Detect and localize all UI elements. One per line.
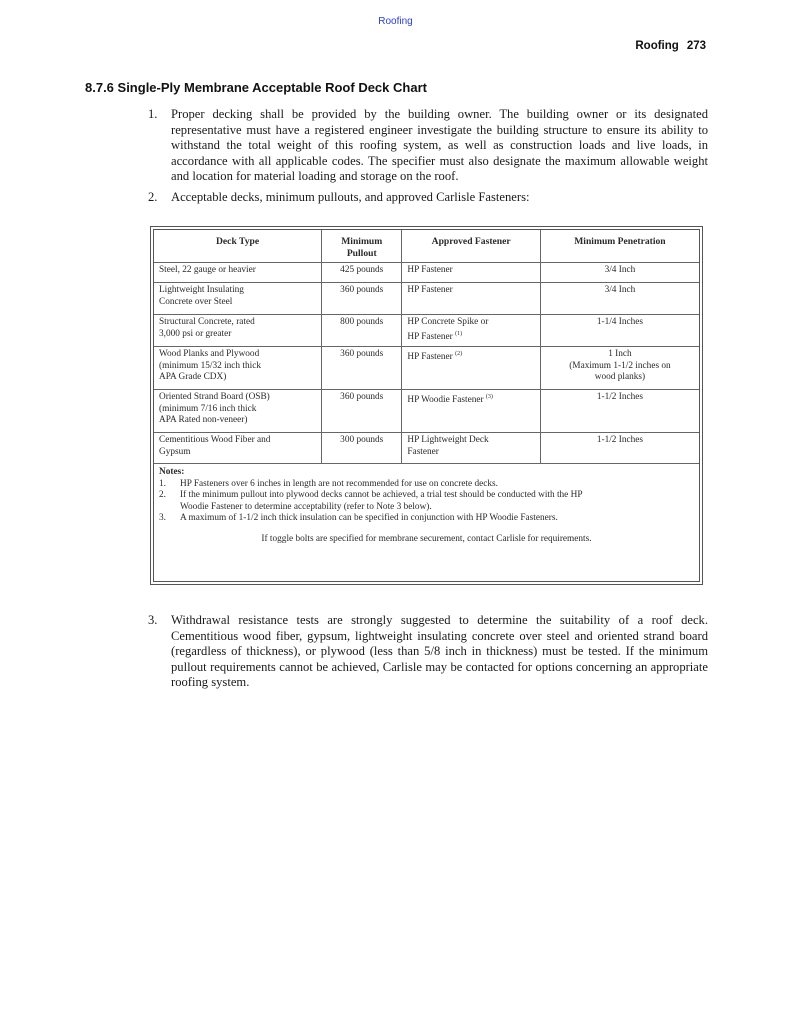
- fastener-cell: [402, 283, 541, 315]
- header-minimum-pullout: Minimum Pullout: [322, 230, 402, 263]
- penetration-line: 1-1/2 Inches: [596, 435, 644, 445]
- penetration-cell: [540, 315, 699, 347]
- penetration-line: wood planks): [594, 372, 646, 382]
- footnote-marker: (1): [455, 330, 463, 337]
- list-item-text: Withdrawal resistance tests are strongly suggested to determine the suitability of a roof deck. Cementitious wood fiber, gypsum, lightweight insulating concrete over steel and oriented strand board (regardless of thickness), or plywood (less than 5/8 inch in thickness) must be tested. If the minimum pullout requirements cannot be achieved, Carlisle may be contacted for options concerning an appropriate roofing system.: [171, 613, 708, 689]
- list-item-number: 2.: [148, 190, 158, 204]
- deck-line: Concrete over Steel: [159, 296, 233, 307]
- note-item: [159, 513, 694, 525]
- pullout-cell: 360 pounds: [322, 390, 402, 433]
- note-number: 3.: [159, 513, 166, 523]
- note-line: If the minimum pullout into plywood decks cannot be achieved, a trial test should be conducted with the HP: [180, 490, 583, 500]
- deck-type-cell: [154, 283, 322, 315]
- table-row: [154, 433, 699, 464]
- running-head: Roofing: [378, 16, 413, 27]
- deck-type-cell: [154, 433, 322, 464]
- header-approved-fastener: Approved Fastener: [402, 230, 541, 263]
- fastener-line: HP Fastener: [407, 285, 453, 295]
- deck-type-cell: [154, 315, 322, 347]
- deck-line: (minimum 15/32 inch thick: [159, 360, 261, 371]
- deck-line: APA Rated non-veneer): [159, 415, 248, 425]
- penetration-cell: [540, 263, 699, 283]
- table-row: [154, 390, 699, 433]
- fastener-line: Fastener: [407, 446, 439, 457]
- deck-line: Steel, 22 gauge or heavier: [159, 265, 256, 275]
- list-item-text: Acceptable decks, minimum pullouts, and approved Carlisle Fasteners:: [171, 190, 530, 204]
- pullout-cell: 360 pounds: [322, 283, 402, 315]
- footnote-marker: (3): [485, 394, 493, 400]
- deck-line: Structural Concrete, rated: [159, 317, 255, 327]
- penetration-cell: [540, 283, 699, 315]
- deck-type-cell: [154, 347, 322, 390]
- note-number: 2.: [159, 490, 166, 500]
- page-header-title: Roofing: [635, 40, 679, 52]
- penetration-line: 3/4 Inch: [604, 285, 636, 295]
- deck-type-cell: [154, 263, 322, 283]
- list-item-text: Proper decking shall be provided by the building owner. The building owner or its designated representative must have a registered engineer investigate the building structure to ensure its ability to withstand the total weight of this roofing system, as well as construction loads and live loads, in accordance with all applicable codes. The specifier must also designate the maximum allowable weight and location for material loading and storage on the roof.: [171, 107, 708, 183]
- penetration-line: 1-1/2 Inches: [596, 392, 644, 402]
- fastener-line: HP Woodie Fastener: [407, 395, 484, 405]
- note-line: Woodie Fastener to determine acceptability (refer to Note 3 below).: [180, 501, 432, 512]
- penetration-line: 1 Inch: [608, 349, 632, 359]
- roof-deck-chart-inner: [153, 229, 700, 582]
- header-minimum-penetration: Minimum Penetration: [540, 230, 699, 263]
- note-item: [159, 490, 694, 513]
- note-item: [159, 479, 694, 491]
- chart-notes: [154, 464, 699, 545]
- fastener-cell: [402, 433, 541, 464]
- penetration-cell: [540, 433, 699, 464]
- table-row: [154, 263, 699, 283]
- deck-line: APA Grade CDX): [159, 372, 227, 382]
- penetration-cell: [540, 390, 699, 433]
- list-item-3: [148, 613, 708, 691]
- pullout-cell: 300 pounds: [322, 433, 402, 464]
- fastener-line: HP Fastener: [407, 265, 453, 275]
- fastener-line: HP Lightweight Deck: [407, 435, 489, 445]
- list-item-number: 3.: [148, 613, 158, 627]
- note-line: A maximum of 1-1/2 inch thick insulation can be specified in conjunction with HP Woodie Fasteners.: [180, 513, 558, 523]
- table-row: [154, 315, 699, 347]
- penetration-line: (Maximum 1-1/2 inches on: [569, 360, 671, 371]
- pullout-cell: 360 pounds: [322, 347, 402, 390]
- list-item-1: [148, 107, 708, 185]
- pullout-cell: 425 pounds: [322, 263, 402, 283]
- table-row: [154, 283, 699, 315]
- list-item-2: [148, 190, 708, 206]
- note-number: 1.: [159, 478, 166, 489]
- fastener-cell: [402, 347, 541, 390]
- header-deck-type: Deck Type: [154, 230, 322, 263]
- deck-line: 3,000 psi or greater: [159, 328, 232, 339]
- fastener-line: HP Concrete Spike or: [407, 317, 489, 327]
- deck-line: Cementitious Wood Fiber and: [159, 435, 271, 445]
- fastener-cell: [402, 263, 541, 283]
- penetration-line: 3/4 Inch: [604, 265, 636, 275]
- list-item-number: 1.: [148, 107, 158, 121]
- deck-line: Lightweight Insulating: [159, 285, 244, 295]
- fastener-line: HP Fastener: [407, 352, 453, 362]
- note-line: HP Fasteners over 6 inches in length are not recommended for use on concrete decks.: [180, 478, 498, 489]
- deck-line: Oriented Strand Board (OSB): [159, 392, 270, 402]
- deck-line: (minimum 7/16 inch thick: [159, 403, 257, 414]
- page-number: 273: [686, 40, 706, 52]
- deck-line: Wood Planks and Plywood: [159, 349, 260, 359]
- notes-title: Notes:: [159, 467, 185, 477]
- deck-line: Gypsum: [159, 446, 191, 457]
- section-heading: 8.7.6 Single-Ply Membrane Acceptable Roof Deck Chart: [85, 80, 427, 95]
- page-header: [635, 40, 706, 52]
- fastener-cell: [402, 390, 541, 433]
- penetration-cell: [540, 347, 699, 390]
- deck-type-cell: [154, 390, 322, 433]
- table-header-row: [154, 230, 699, 263]
- fastener-line: HP Fastener: [407, 331, 453, 342]
- deck-table: [154, 230, 699, 464]
- pullout-cell: 800 pounds: [322, 315, 402, 347]
- footnote-marker: (2): [455, 351, 463, 357]
- toggle-bolt-note: If toggle bolts are specified for membrane securement, contact Carlisle for requirements.: [261, 533, 592, 544]
- roof-deck-chart: [150, 226, 703, 585]
- penetration-line: 1-1/4 Inches: [596, 317, 644, 327]
- fastener-cell: [402, 315, 541, 347]
- table-row: [154, 347, 699, 390]
